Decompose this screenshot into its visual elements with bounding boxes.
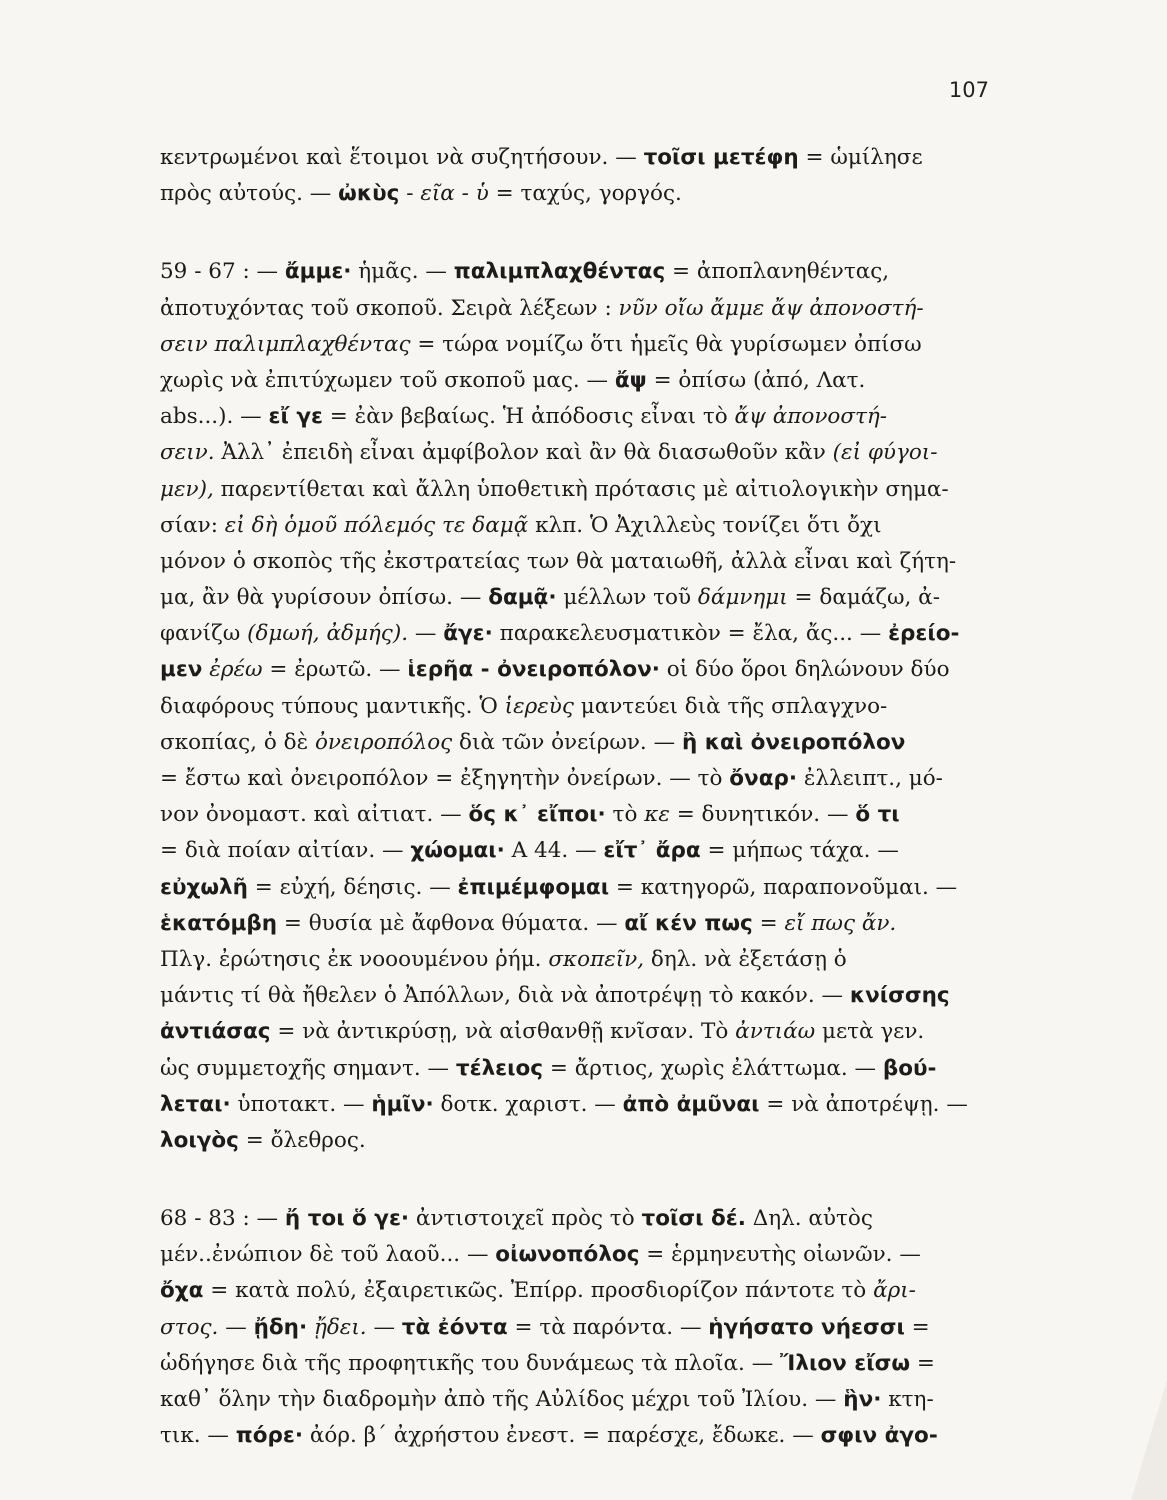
text-run: τικ. — xyxy=(160,1423,236,1449)
text-run: = ἀποπλανηθέντας, xyxy=(665,259,890,285)
headword: σφιν ἀγο- xyxy=(820,1423,938,1449)
text-run: = δαμάζω, ἀ- xyxy=(787,585,940,611)
text-run: - xyxy=(399,181,421,207)
text-line xyxy=(160,1346,1006,1382)
text-run: μετὰ γεν. xyxy=(815,1019,925,1045)
page-text xyxy=(160,140,1006,1454)
text-line xyxy=(160,725,1006,761)
text-run: νον ὀνομαστ. καὶ αἰτιατ. — xyxy=(160,802,469,828)
text-run: ἐλλειπτ., μό- xyxy=(797,766,943,791)
text-run: = μήπως τάχα. — xyxy=(700,838,899,864)
text-run: παρακελευσματικὸν = ἔλα, ἄς... — xyxy=(492,621,889,647)
text-line xyxy=(160,176,1006,212)
text-run: — xyxy=(366,1314,402,1340)
paragraph xyxy=(160,254,1006,1159)
text-run: μάντις τί θὰ ἤθελεν ὁ Ἀπόλλων, διὰ νὰ ἀποτρέψῃ τὸ κακόν. — xyxy=(160,983,850,1009)
text-line xyxy=(160,580,1006,616)
text-run: κτη- xyxy=(881,1387,934,1412)
text-line xyxy=(160,652,1006,688)
headword: ἡγήσατο νήεσσι xyxy=(708,1314,905,1340)
quoted-text: ἀντιάω xyxy=(735,1019,816,1045)
text-line xyxy=(160,1382,1006,1418)
quoted-text: σειν. xyxy=(160,440,215,466)
text-run: = διὰ ποίαν αἰτίαν. — xyxy=(160,838,411,864)
headword: τοῖσι μετέφη xyxy=(643,145,799,170)
text-run: μέν..ἐνώπιον δὲ τοῦ λαοῦ... — xyxy=(160,1242,496,1268)
headword: κνίσσης xyxy=(849,983,950,1009)
headword: εὐχωλῆ xyxy=(160,874,248,900)
text-run: μαντεύει διὰ τῆς σπλαγχνο- xyxy=(573,693,888,719)
text-line xyxy=(160,942,1006,978)
headword: ἀπὸ ἀμῦναι xyxy=(622,1091,760,1117)
text-line xyxy=(160,1273,1006,1309)
headword: ὅ τι xyxy=(855,802,900,828)
headword: ἄμμε· xyxy=(284,259,352,285)
text-run: δοτκ. χαριστ. — xyxy=(433,1091,623,1117)
text-line xyxy=(160,254,1006,290)
text-run: — xyxy=(218,1314,254,1340)
text-line xyxy=(160,140,1006,176)
text-run: ἀντιστοιχεῖ πρὸς τὸ xyxy=(409,1206,642,1232)
quoted-text: μεν), xyxy=(160,476,214,502)
text-run: Ἀλλ᾽ ἐπειδὴ εἶναι ἀμφίβολον καὶ ἂν θὰ διασωθοῦν κἂν xyxy=(214,440,833,466)
text-run: πρὸς αὐτούς. — xyxy=(160,181,339,207)
text-run: = κατὰ πολύ, ἐξαιρετικῶς. Ἐπίρρ. προσδιορίζον πάντοτε τὸ xyxy=(203,1278,874,1304)
headword: βού- xyxy=(882,1055,937,1081)
text-line xyxy=(160,1087,1006,1123)
quoted-text: (εἰ φύγοι- xyxy=(832,440,938,466)
text-run xyxy=(307,1315,314,1340)
headword: ἢ καὶ ὀνειροπόλον xyxy=(681,729,906,755)
headword: ὠκὺς xyxy=(338,181,400,207)
text-run: = ἐὰν βεβαίως. Ἡ ἀπόδοσις εἶναι τὸ xyxy=(322,404,735,430)
headword: ἐρείο- xyxy=(888,621,960,647)
text-line xyxy=(160,327,1006,363)
text-line xyxy=(160,508,1006,544)
text-line xyxy=(160,870,1006,906)
headword: ἄγε· xyxy=(443,621,493,647)
headword: τὰ ἐόντα xyxy=(401,1314,508,1340)
paragraph-gap xyxy=(160,1159,1006,1201)
text-run: κεντρωμένοι καὶ ἕτοιμοι νὰ συζητήσουν. — xyxy=(160,145,644,170)
text-run: ἀποτυχόντας τοῦ σκοποῦ. Σειρὰ λέξεων : xyxy=(160,295,619,321)
headword: Ἴλιον εἴσω xyxy=(780,1350,911,1376)
quoted-text: εἴ πως ἄν. xyxy=(784,910,897,936)
text-line xyxy=(160,797,1006,833)
headword: λοιγὸς xyxy=(160,1127,239,1153)
headword: τοῖσι δέ. xyxy=(641,1206,746,1232)
text-line xyxy=(160,1014,1006,1050)
text-line xyxy=(160,906,1006,942)
headword: ἱερῆα - ὀνειροπόλον· xyxy=(407,657,660,683)
page-number: 107 xyxy=(948,78,989,102)
text-line xyxy=(160,472,1006,508)
text-run: = δυνητικόν. — xyxy=(669,802,856,828)
text-run: Πλγ. ἐρώτησις ἐκ νοοουμένου ῥήμ. xyxy=(160,946,549,972)
quoted-text: ᾔδει. xyxy=(313,1314,367,1340)
paragraph-gap xyxy=(160,212,1006,254)
text-run: Α 44. — xyxy=(504,838,604,864)
paragraph xyxy=(160,1201,1006,1454)
quoted-text: νῦν οἴω ἄμμε ἄψ ἀπονοστή- xyxy=(618,295,924,321)
text-run: παρεντίθεται καὶ ἄλλη ὑποθετικὴ πρότασις μὲ αἰτιολογικὴν σημα- xyxy=(213,476,949,502)
text-line xyxy=(160,761,1006,797)
text-line xyxy=(160,399,1006,435)
quoted-text: ἄρι- xyxy=(873,1278,916,1304)
text-line xyxy=(160,1418,1006,1454)
text-run: 59 - 67 : — xyxy=(160,259,285,285)
headword: εἴ γε xyxy=(268,404,323,430)
text-run: ὡς συμμετοχῆς σημαντ. — xyxy=(160,1055,456,1081)
text-run: διαφόρους τύπους μαντικῆς. Ὁ xyxy=(160,693,505,719)
text-run: = ἔστω καὶ ὀνειροπόλον = ἐξηγητὴν ὀνείρων. — τὸ xyxy=(160,766,730,791)
headword: ἄψ xyxy=(614,367,647,393)
text-run: μα, ἂν θὰ γυρίσουν ὀπίσω. — xyxy=(160,585,489,611)
headword: ἀντιάσας xyxy=(160,1019,271,1045)
headword: ἑκατόμβη xyxy=(160,910,278,936)
text-run: = τώρα νομίζω ὅτι ἡμεῖς θὰ γυρίσωμεν ὀπίσω xyxy=(410,331,922,357)
text-run: χωρὶς νὰ ἐπιτύχωμεν τοῦ σκοποῦ μας. — xyxy=(160,367,615,393)
text-line xyxy=(160,978,1006,1014)
quoted-text: ἱερεὺς xyxy=(504,693,574,719)
quoted-text: ὀνειροπόλος xyxy=(314,729,453,755)
text-run: σίαν: xyxy=(160,512,225,538)
text-run: φανίζω xyxy=(160,621,248,647)
headword: ᾔδη· xyxy=(253,1314,308,1340)
headword: τέλειος xyxy=(455,1055,544,1081)
text-run: τὸ xyxy=(605,802,645,828)
text-run: = κατηγορῶ, παραπονοῦμαι. — xyxy=(609,874,958,900)
text-line xyxy=(160,291,1006,327)
headword: μεν xyxy=(160,657,203,683)
text-run: οἱ δύο ὅροι δηλώνουν δύο xyxy=(659,657,950,683)
quoted-text: δάμνημι xyxy=(697,585,788,611)
quoted-text: ἄψ ἀπονοστή- xyxy=(734,404,888,430)
headword: ὄναρ· xyxy=(729,766,798,791)
quoted-text: ἐρέω xyxy=(209,657,263,683)
headword: εἴτ᾽ ἄρα xyxy=(603,838,701,864)
headword: ἤ τοι ὅ γε· xyxy=(284,1206,410,1232)
headword: ἣν· xyxy=(843,1387,882,1412)
text-line xyxy=(160,1051,1006,1087)
paragraph xyxy=(160,140,1006,212)
text-run: = τὰ παρόντα. — xyxy=(507,1314,709,1340)
page-corner-fold xyxy=(1131,1380,1167,1500)
text-run: abs...). — xyxy=(160,404,269,430)
text-run: δηλ. νὰ ἐξετάσῃ ὁ xyxy=(644,946,847,972)
headword: ὄχα xyxy=(160,1278,204,1304)
text-run: σκοπίας, ὁ δὲ xyxy=(160,729,315,755)
text-run: κλπ. Ὁ Ἀχιλλεὺς τονίζει ὅτι ὄχι xyxy=(528,512,882,538)
text-line xyxy=(160,1201,1006,1237)
text-run: ὑποτακτ. — xyxy=(230,1091,372,1117)
text-line xyxy=(160,435,1006,471)
text-run: μόνον ὁ σκοπὸς τῆς ἐκστρατείας των θὰ ματαιωθῆ, ἀλλὰ εἶναι καὶ ζήτη- xyxy=(160,548,957,574)
text-run: = νὰ ἀντικρύσῃ, νὰ αἰσθανθῇ κνῖσαν. Τὸ xyxy=(270,1019,736,1045)
text-run: = xyxy=(910,1350,935,1376)
text-line xyxy=(160,1123,1006,1159)
text-run: = xyxy=(904,1314,930,1340)
quoted-text: εῖα - ὑ xyxy=(420,181,489,207)
text-run: καθ᾽ ὅλην τὴν διαδρομὴν ἀπὸ τῆς Αὐλίδος μέχρι τοῦ Ἰλίου. — xyxy=(160,1387,844,1412)
headword: χώομαι· xyxy=(410,838,505,864)
quoted-text: εἰ δὴ ὁμοῦ πόλεμός τε δαμᾷ xyxy=(224,512,529,538)
quoted-text: (δμωή, ἀδμής). xyxy=(247,621,409,647)
quoted-text: σειν παλιμπλαχθέντας xyxy=(160,331,411,357)
text-run: = νὰ ἀποτρέψῃ. — xyxy=(759,1091,968,1117)
text-run: ἀόρ. β΄ ἀχρήστου ἐνεστ. = παρέσχε, ἔδωκε. — xyxy=(303,1423,821,1449)
quoted-text: στος. xyxy=(160,1314,219,1340)
text-run: 68 - 83 : — xyxy=(160,1206,285,1232)
headword: ὅς κ᾽ εἴποι· xyxy=(468,802,606,828)
headword: πόρε· xyxy=(235,1423,304,1449)
text-run: = ἄρτιος, χωρὶς ἐλάττωμα. — xyxy=(543,1055,883,1081)
text-run: μέλλων τοῦ xyxy=(556,585,698,611)
text-run: = ὀπίσω (ἀπό, Λατ. xyxy=(646,367,866,393)
text-run: ἡμᾶς. — xyxy=(351,259,454,285)
text-run: = ὄλεθρος. xyxy=(238,1127,366,1153)
text-line xyxy=(160,1310,1006,1346)
quoted-text: σκοπεῖν, xyxy=(548,946,645,972)
text-line xyxy=(160,363,1006,399)
headword: ἡμῖν· xyxy=(371,1091,434,1117)
headword: ἐπιμέμφομαι xyxy=(457,874,610,900)
text-run: = xyxy=(752,910,785,936)
text-run: ὡδήγησε διὰ τῆς προφητικῆς του δυνάμεως τὰ πλοῖα. — xyxy=(160,1350,781,1376)
text-run: Δηλ. αὐτὸς xyxy=(745,1206,873,1232)
headword: παλιμπλαχθέντας xyxy=(453,259,666,285)
text-line xyxy=(160,544,1006,580)
text-run: = ταχύς, γοργός. xyxy=(488,181,682,207)
text-run: = ἑρμηνευτὴς οἰωνῶν. — xyxy=(639,1242,921,1268)
text-run: = ὡμίλησε xyxy=(798,145,923,170)
text-line xyxy=(160,689,1006,725)
headword: δαμᾷ· xyxy=(488,585,557,611)
quoted-text: κε xyxy=(644,802,670,828)
text-run: = εὐχή, δέησις. — xyxy=(247,874,458,900)
text-line xyxy=(160,833,1006,869)
text-run: = ἐρωτῶ. — xyxy=(262,657,408,683)
text-run: = θυσία μὲ ἄφθονα θύματα. — xyxy=(277,910,625,936)
text-run: — xyxy=(408,621,444,647)
text-line xyxy=(160,616,1006,652)
headword: αἴ κέν πως xyxy=(624,910,753,936)
text-run: διὰ τῶν ὀνείρων. — xyxy=(452,729,682,755)
headword: λεται· xyxy=(160,1091,231,1117)
text-line xyxy=(160,1237,1006,1273)
headword: οἰωνοπόλος xyxy=(495,1242,640,1268)
